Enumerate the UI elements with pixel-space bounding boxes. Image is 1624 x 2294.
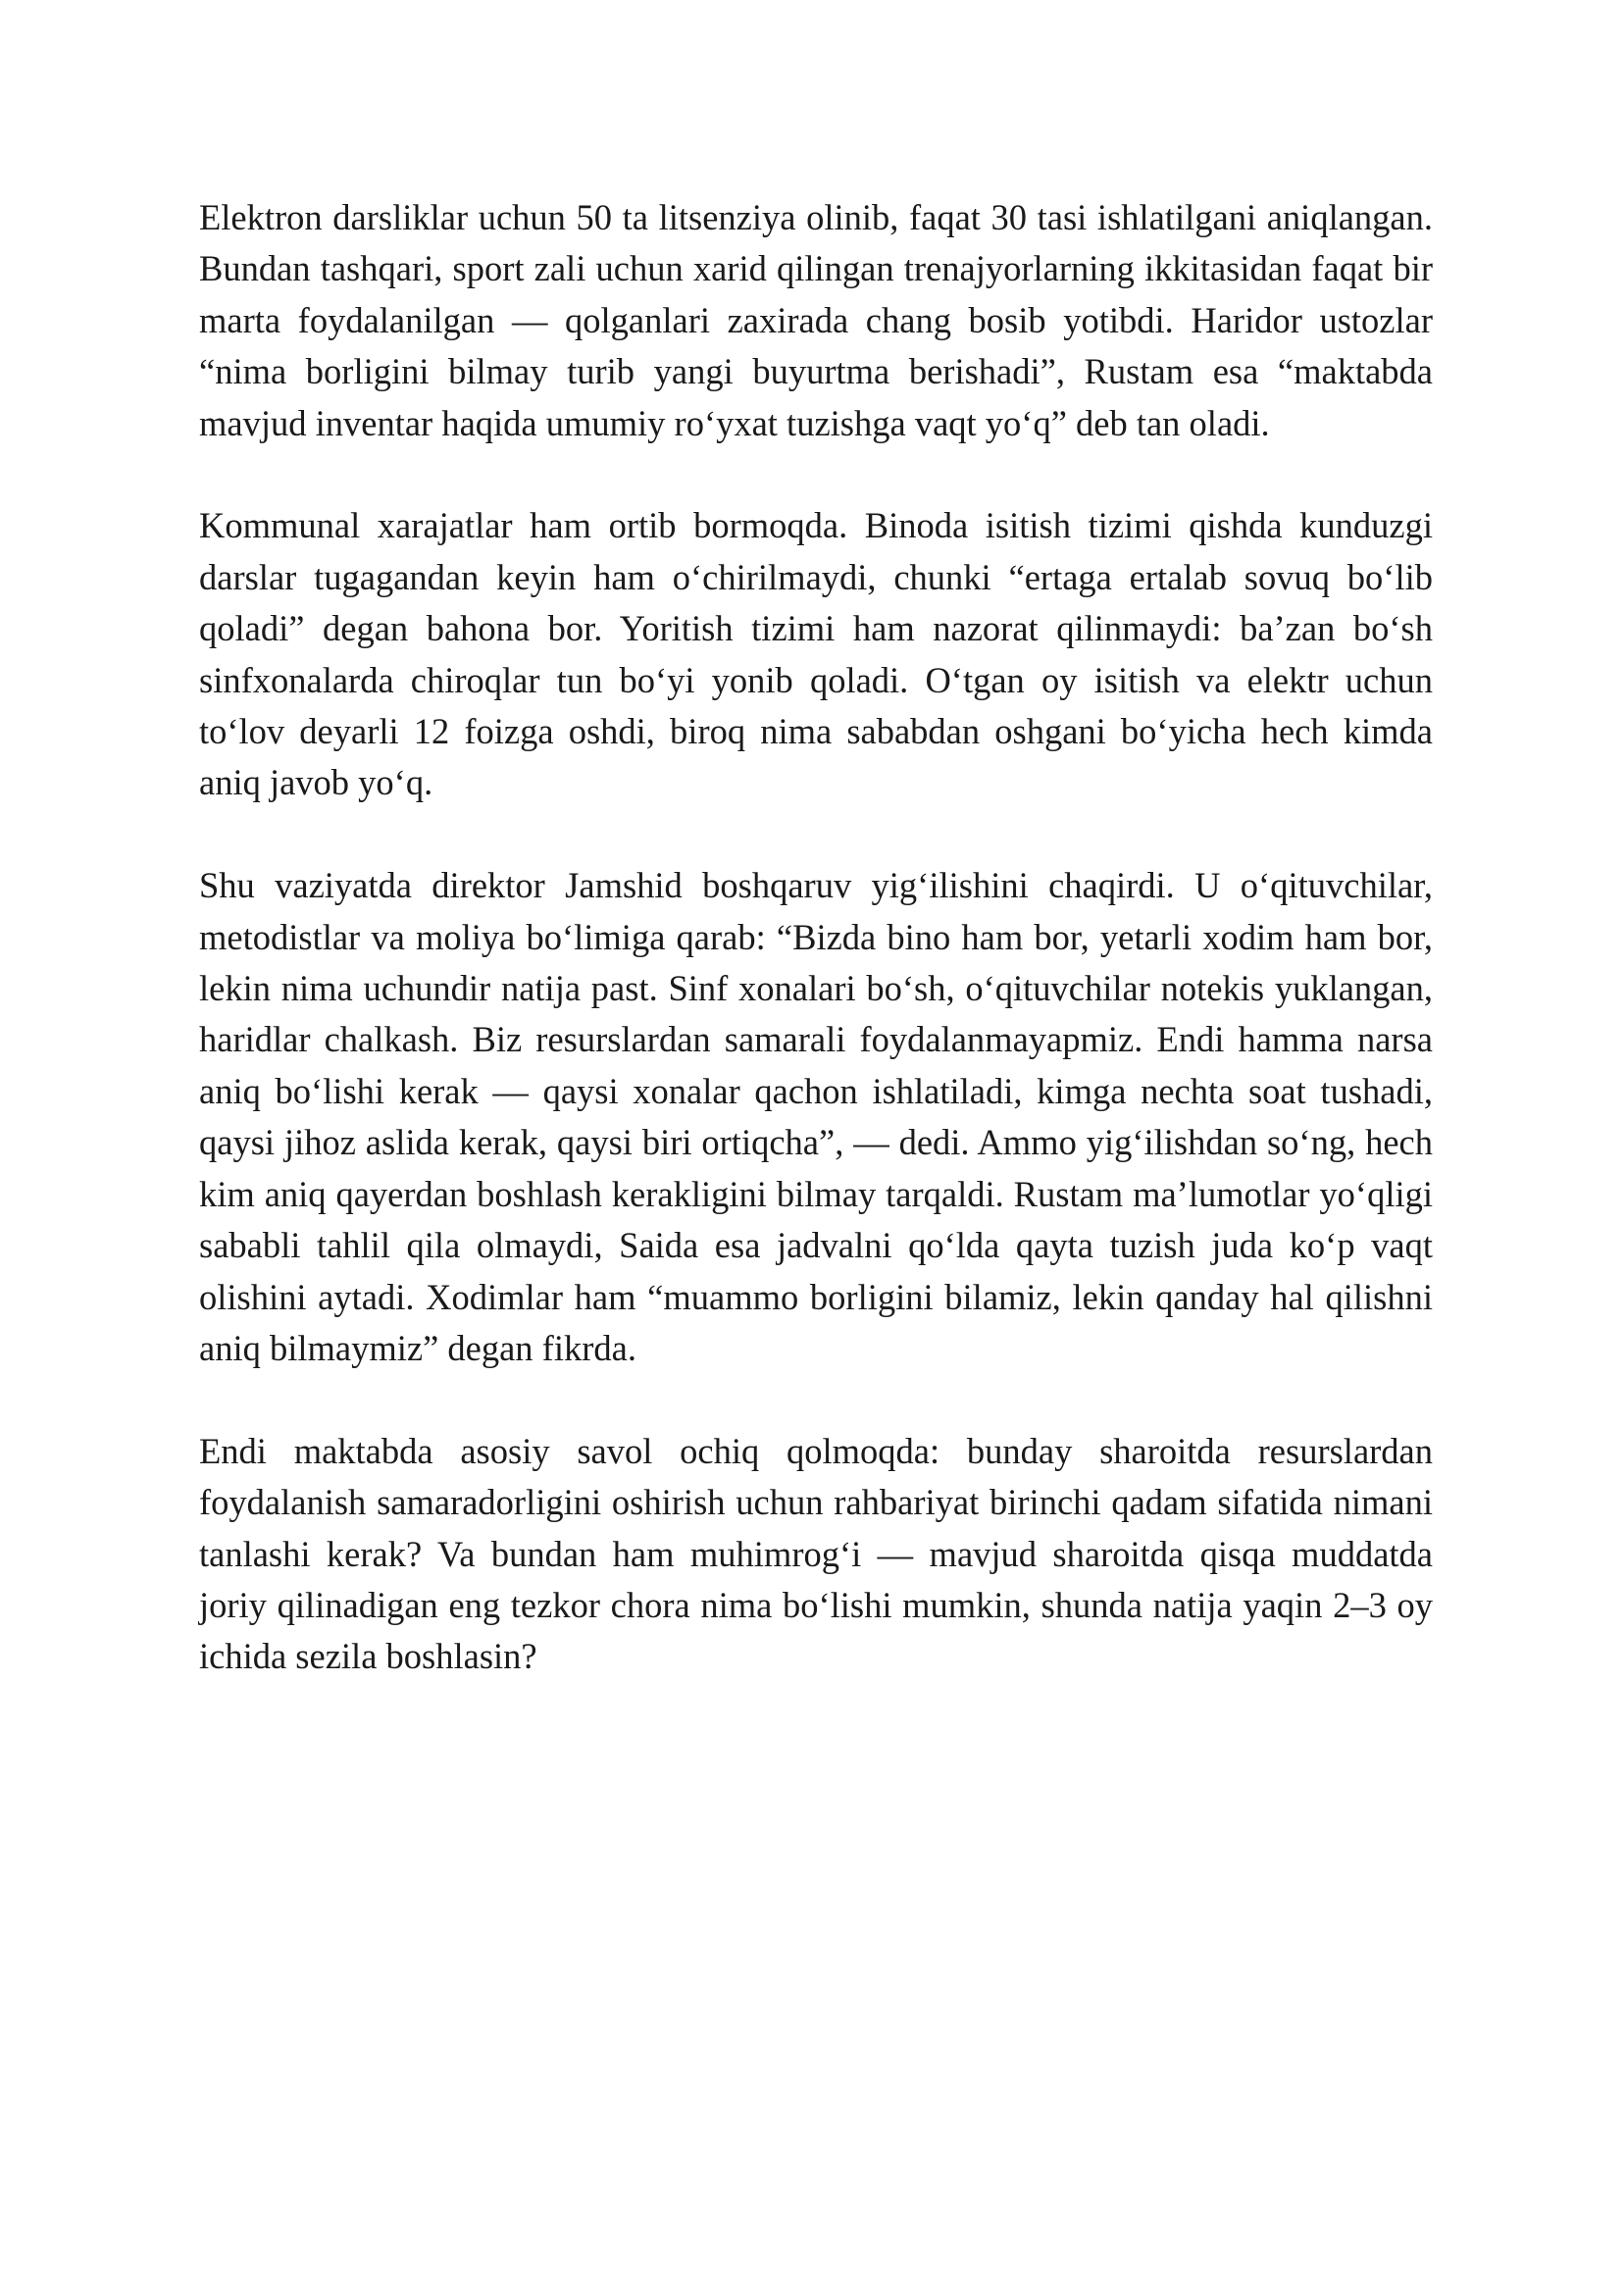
paragraph-inventory: Elektron darsliklar uchun 50 ta litsenziya olinib, faqat 30 tasi ishlatilgani aniqlangan. Bundan tashqari, sport zali uchun xarid qilingan trenajyorlarning ikkitasidan faqat bir marta foydalanilgan — qolganlari zaxirada chang bosib yotibdi. Haridor ustozlar “nima borligini bilmay turib yangi buyurtma berishadi”, Rustam esa “maktabda mavjud inventar haqida umumiy ro‘yxat tuzishga vaqt yo‘q” deb tan oladi.	[199, 197, 1433, 443]
document-body	[199, 192, 1433, 1683]
paragraph-meeting: Shu vaziyatda direktor Jamshid boshqaruv yig‘ilishini chaqirdi. U o‘qituvchilar, metodistlar va moliya bo‘limiga qarab: “Bizda bino ham bor, yetarli xodim ham bor, lekin nima uchundir natija past. Sinf xonalari bo‘sh, o‘qituvchilar notekis yuklangan, haridlar chalkash. Biz resurslardan samarali foydalanmayapmiz. Endi hamma narsa aniq bo‘lishi kerak — qaysi xonalar qachon ishlatiladi, kimga nechta soat tushadi, qaysi jihoz aslida kerak, qaysi biri ortiqcha”, — dedi. Ammo yig‘ilishdan so‘ng, hech kim aniq qayerdan boshlash kerakligini bilmay tarqaldi. Rustam ma’lumotlar yo‘qligi sababli tahlil qila olmaydi, Saida esa jadvalni qo‘lda qayta tuzish juda ko‘p vaqt olishini aytadi. Xodimlar ham “muammo borligini bilamiz, lekin qanday hal qilishni aniq bilmaymiz” degan fikrda.	[199, 865, 1433, 1368]
paragraph-question: Endi maktabda asosiy savol ochiq qolmoqda: bunday sharoitda resurslardan foydalanish samaradorligini oshirish uchun rahbariyat birinchi qadam sifatida nimani tanlashi kerak? Va bundan ham muhimrog‘i — mavjud sharoitda qisqa muddatda joriy qilinadigan eng tezkor chora nima bo‘lishi mumkin, shunda natija yaqin 2–3 oy ichida sezila boshlasin?	[199, 1430, 1433, 1677]
paragraph-utilities: Kommunal xarajatlar ham ortib bormoqda. Binoda isitish tizimi qishda kunduzgi darslar tugagandan keyin ham o‘chirilmaydi, chunki “ertaga ertalab sovuq bo‘lib qoladi” degan bahona bor. Yoritish tizimi ham nazorat qilinmaydi: ba’zan bo‘sh sinfxonalarda chiroqlar tun bo‘yi yonib qoladi. O‘tgan oy isitish va elektr uchun to‘lov deyarli 12 foizga oshdi, biroq nima sababdan oshgani bo‘yicha hech kimda aniq javob yo‘q.	[199, 505, 1433, 803]
